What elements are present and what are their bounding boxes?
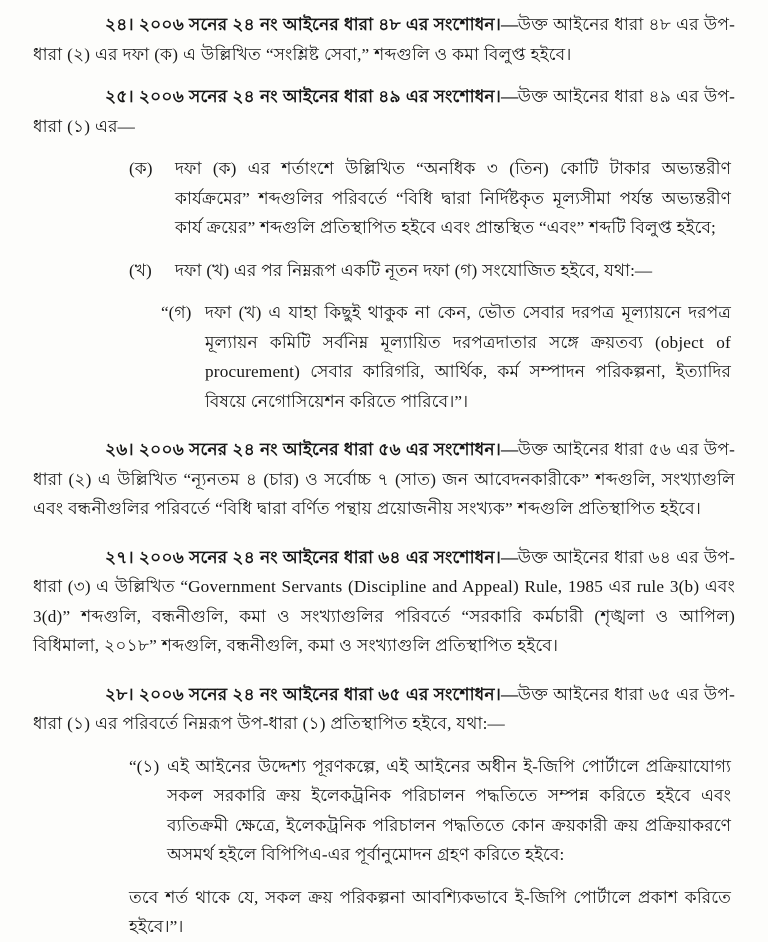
section-body-27-latin-rule-3b: rule 3(b) xyxy=(636,577,700,596)
section-heading-28: ২০০৬ সনের ২৪ নং আইনের ধারা ৬৫ এর সংশোধন। xyxy=(138,684,502,704)
section-heading-25: ২০০৬ সনের ২৪ নং আইনের ধারা ৪৯ এর সংশোধন। xyxy=(138,87,502,106)
section-paragraph-28 xyxy=(33,680,735,739)
section-dash-27: — xyxy=(501,547,518,567)
section-paragraph-26 xyxy=(33,435,735,524)
section-number-26: ২৬। xyxy=(105,440,134,459)
inserted-clause-latin-term: object of procurement xyxy=(205,332,731,381)
section-number-24: ২৪। xyxy=(105,15,134,34)
section-dash-25: — xyxy=(501,87,518,106)
inserted-subsection-1 xyxy=(33,752,735,870)
section-body-27-part4: ” শব্দগুলি, বন্ধনীগুলি, কমা ও সংখ্যাগুলির পরিবর্তে “সরকারি কর্মচারী (শৃঙ্খলা ও আপিল) বিধিমালা, ২০১৮” শব্দগুলি, বন্ধনীগুলি, কমা ও সংখ্যাগুলি প্রতিস্থাপিত হইবে। xyxy=(33,606,735,655)
clause-label-ka: (ক) xyxy=(129,159,153,178)
section-body-25: উক্ত আইনের ধারা ৪৯ এর উপ-ধারা (১) এর— xyxy=(33,87,736,136)
section-body-27-part1: উক্ত আইনের ধারা ৬৪ এর উপ-ধারা (৩) এ উল্লিখিত “ xyxy=(33,547,735,596)
clause-text-kha: দফা (খ) এর পর নিম্নরূপ একটি নূতন দফা (গ) সংযোজিত হইবে, যথা:— xyxy=(175,260,653,280)
section-heading-27: ২০০৬ সনের ২৪ নং আইনের ধারা ৬৪ এর সংশোধন। xyxy=(138,547,502,567)
section-number-28: ২৮। xyxy=(105,684,134,704)
section-body-26: উক্ত আইনের ধারা ৫৬ এর উপ-ধারা (২) এ উল্লিখিত “ন্যূনতম ৪ (চার) ও সর্বোচ্চ ৭ (সাত) জন আবেদনকারীকে” শব্দগুলি, সংখ্যাগুলি এবং বন্ধনীগুলির পরিবর্তে “বিধি দ্বারা বর্ণিত পন্থায় প্রয়োজনীয় সংখ্যক” শব্দগুলি প্রতিস্থাপিত হইবে। xyxy=(33,440,735,518)
section-body-27-latin-rule-title: Government Servants (Discipline and Appeal) Rule, 1985 xyxy=(188,577,604,596)
section-dash-24: — xyxy=(501,15,518,34)
inserted-clause-text-ga xyxy=(205,298,731,416)
section-heading-24: ২০০৬ সনের ২৪ নং আইনের ধারা ৪৮ এর সংশোধন। xyxy=(138,15,502,34)
inserted-subsection-text-1: এই আইনের উদ্দেশ্য পূরণকল্পে, এই আইনের অধীন ই-জিপি পোর্টালে প্রক্রিয়াযোগ্য সকল সরকারি ক্রয় ইলেকট্রনিক পরিচালন পদ্ধতিতে সম্পন্ন করিতে হইবে এবং ব্যতিক্রমী ক্ষেত্রে, ইলেকট্রনিক পরিচালন পদ্ধতিতে কোন ক্রয়কারী ক্রয় প্রক্রিয়াকরণে অসমর্থ হইলে বিপিপিএ-এর পূর্বানুমোদন গ্রহণ করিতে হইবে: xyxy=(167,756,731,864)
clause-item-ka xyxy=(33,154,735,243)
clause-text-ka: দফা (ক) এর শর্তাংশে উল্লিখিত “অনধিক ৩ (তিন) কোটি টাকার অভ্যন্তরীণ কার্যক্রমের” শব্দগুলির পরিবর্তে “বিধি দ্বারা নির্দিষ্টকৃত মূল্যসীমা পর্যন্ত অভ্যন্তরীণ কার্য ক্রয়ের” শব্দগুলি প্রতিস্থাপিত হইবে এবং প্রান্তস্থিত “এবং” শব্দটি বিলুপ্ত হইবে; xyxy=(175,159,731,237)
clause-item-kha xyxy=(33,256,735,286)
inserted-clause-text-part2: ) সেবার কারিগরি, আর্থিক, কর্ম সম্পাদন পরিকল্পনা, ইত্যাদির বিষয়ে নেগোসিয়েশন করিতে পারিবে।”। xyxy=(205,362,731,411)
section-body-27-latin-rule-3d: 3(d) xyxy=(33,606,63,626)
section-paragraph-24 xyxy=(33,10,735,69)
section-number-25: ২৫। xyxy=(105,87,134,106)
clause-label-kha: (খ) xyxy=(129,260,152,280)
section-body-28: উক্ত আইনের ধারা ৬৫ এর উপ-ধারা (১) এর পরিবর্তে নিম্নরূপ উপ-ধারা (১) প্রতিস্থাপিত হইবে, যথা:— xyxy=(33,684,735,733)
section-body-27-part3: এবং xyxy=(699,577,735,596)
section-number-27: ২৭। xyxy=(105,547,134,567)
inserted-clause-label-ga: “(গ) xyxy=(161,303,192,322)
section-dash-28: — xyxy=(501,684,518,704)
section-body-24: উক্ত আইনের ধারা ৪৮ এর উপ-ধারা (২) এর দফা (ক) এ উল্লিখিত “সংশ্লিষ্ট সেবা,” শব্দগুলি ও কমা বিলুপ্ত হইবে। xyxy=(33,15,736,64)
spacer xyxy=(33,670,735,680)
proviso-paragraph: তবে শর্ত থাকে যে, সকল ক্রয় পরিকল্পনা আবশ্যিকভাবে ই-জিপি পোর্টালে প্রকাশ করিতে হইবে।”। xyxy=(129,887,731,936)
section-dash-26: — xyxy=(501,440,518,459)
inserted-subsection-label-1: “(১) xyxy=(129,756,160,776)
inserted-clause-ga xyxy=(33,298,735,416)
section-paragraph-25 xyxy=(33,82,735,141)
inserted-clause-text-part1: দফা (খ) এ যাহা কিছুই থাকুক না কেন, ভৌত সেবার দরপত্র মূল্যায়নে দরপত্র মূল্যায়ন কমিটি সর্বনিম্ন মূল্যায়িত দরপত্রদাতার সঙ্গে ক্রয়তব্য ( xyxy=(205,303,731,352)
spacer xyxy=(33,425,735,435)
section-body-27-part2: এর xyxy=(603,577,637,596)
spacer xyxy=(33,533,735,543)
section-heading-26: ২০০৬ সনের ২৪ নং আইনের ধারা ৫৬ এর সংশোধন। xyxy=(138,440,502,459)
section-paragraph-27 xyxy=(33,543,735,661)
